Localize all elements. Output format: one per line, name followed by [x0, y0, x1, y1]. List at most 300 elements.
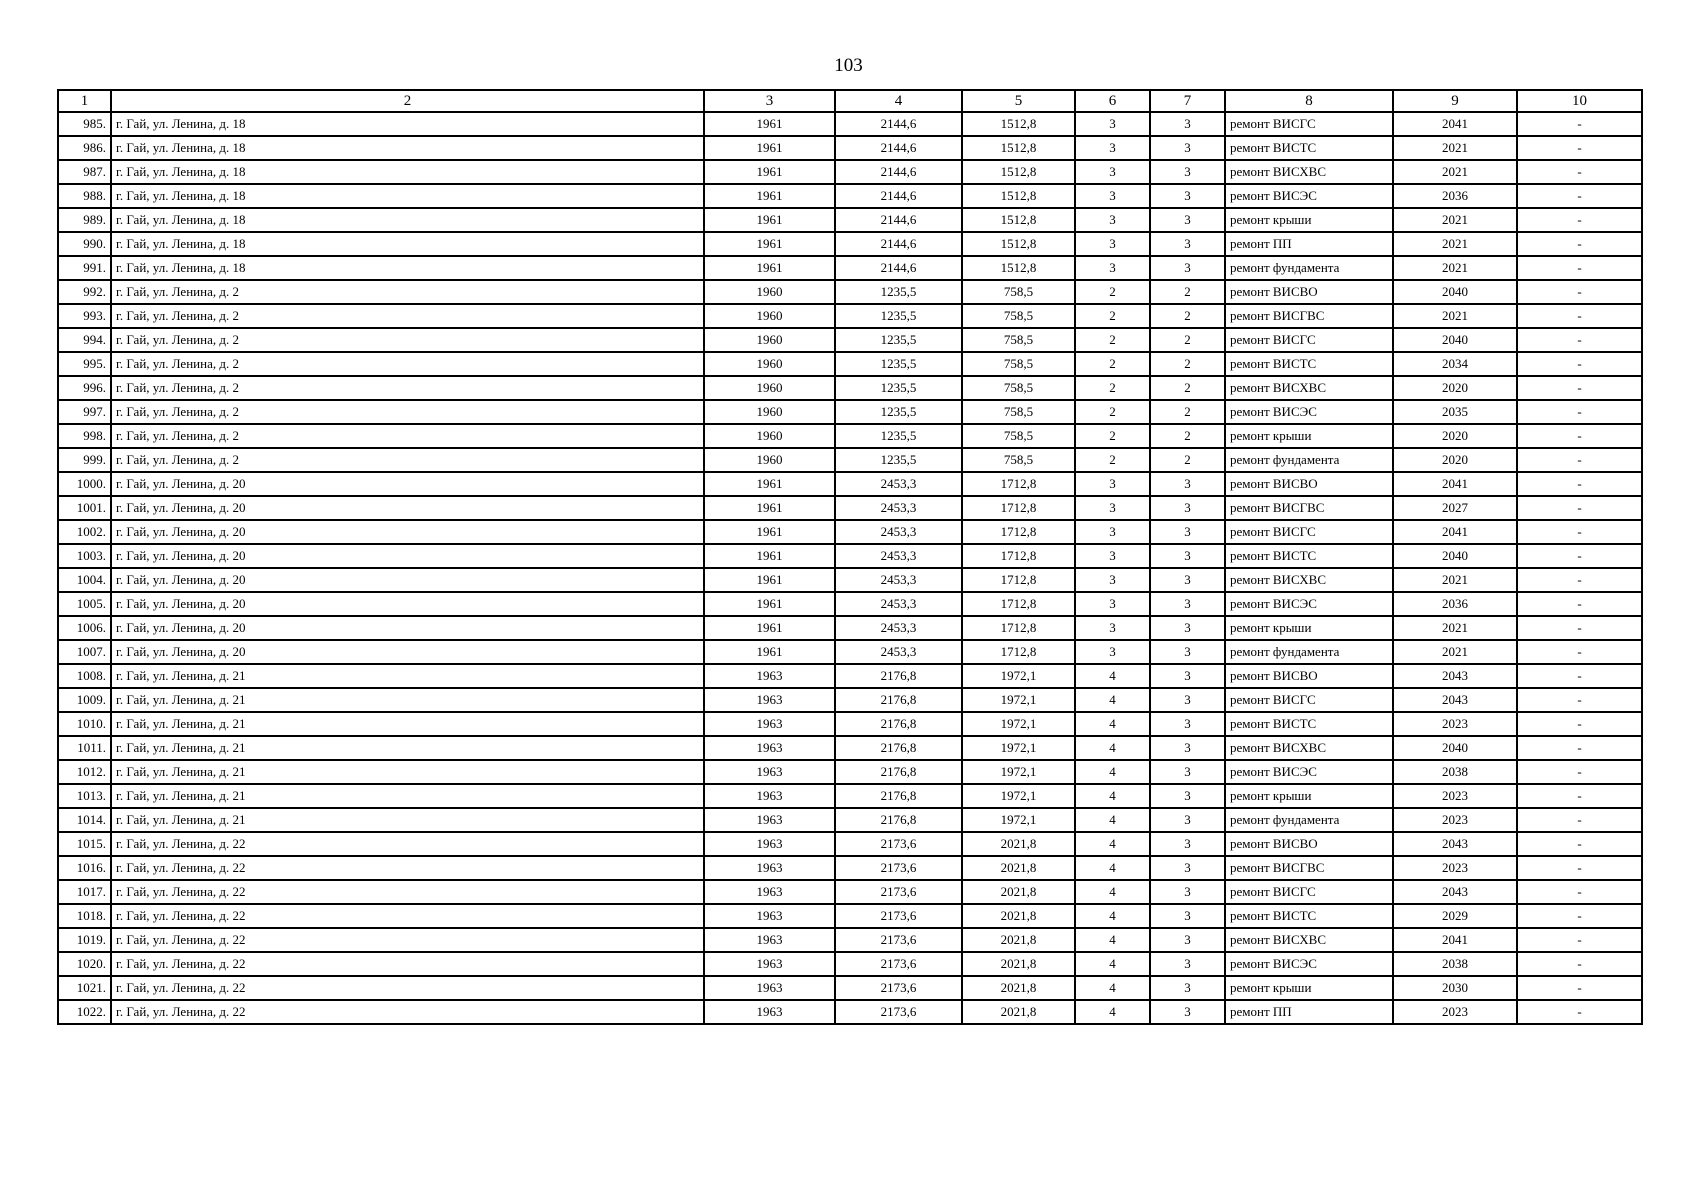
floors-cell: 3	[1075, 184, 1150, 208]
entrances-cell: 3	[1150, 784, 1225, 808]
planned-year-cell: 2021	[1393, 568, 1517, 592]
planned-year-cell: 2021	[1393, 304, 1517, 328]
living-area-cell: 1512,8	[962, 184, 1075, 208]
work-type-cell: ремонт ВИСЭС	[1225, 952, 1393, 976]
column-header: 6	[1075, 90, 1150, 112]
row-number-cell: 1014.	[58, 808, 111, 832]
planned-year-cell: 2021	[1393, 208, 1517, 232]
address-cell: г. Гай, ул. Ленина, д. 22	[111, 976, 704, 1000]
entrances-cell: 3	[1150, 832, 1225, 856]
note-cell: -	[1517, 832, 1642, 856]
floors-cell: 4	[1075, 736, 1150, 760]
note-cell: -	[1517, 424, 1642, 448]
work-type-cell: ремонт ВИСГС	[1225, 688, 1393, 712]
total-area-cell: 1235,5	[835, 400, 962, 424]
planned-year-cell: 2034	[1393, 352, 1517, 376]
planned-year-cell: 2023	[1393, 784, 1517, 808]
table-row	[58, 712, 1642, 736]
note-cell: -	[1517, 328, 1642, 352]
living-area-cell: 1712,8	[962, 544, 1075, 568]
floors-cell: 4	[1075, 880, 1150, 904]
year-built-cell: 1963	[704, 736, 835, 760]
floors-cell: 4	[1075, 664, 1150, 688]
year-built-cell: 1963	[704, 976, 835, 1000]
work-type-cell: ремонт ПП	[1225, 1000, 1393, 1024]
table-row	[58, 160, 1642, 184]
planned-year-cell: 2023	[1393, 808, 1517, 832]
row-number-cell: 1008.	[58, 664, 111, 688]
floors-cell: 3	[1075, 112, 1150, 136]
row-number-cell: 991.	[58, 256, 111, 280]
planned-year-cell: 2030	[1393, 976, 1517, 1000]
row-number-cell: 998.	[58, 424, 111, 448]
row-number-cell: 996.	[58, 376, 111, 400]
floors-cell: 4	[1075, 976, 1150, 1000]
living-area-cell: 758,5	[962, 400, 1075, 424]
address-cell: г. Гай, ул. Ленина, д. 18	[111, 256, 704, 280]
year-built-cell: 1963	[704, 1000, 835, 1024]
work-type-cell: ремонт ВИСЭС	[1225, 400, 1393, 424]
work-type-cell: ремонт фундамента	[1225, 448, 1393, 472]
work-type-cell: ремонт ВИСЭС	[1225, 760, 1393, 784]
table-row	[58, 448, 1642, 472]
year-built-cell: 1960	[704, 448, 835, 472]
planned-year-cell: 2038	[1393, 952, 1517, 976]
entrances-cell: 3	[1150, 256, 1225, 280]
work-type-cell: ремонт ВИСТС	[1225, 544, 1393, 568]
work-type-cell: ремонт фундамента	[1225, 256, 1393, 280]
note-cell: -	[1517, 520, 1642, 544]
total-area-cell: 2453,3	[835, 640, 962, 664]
living-area-cell: 1712,8	[962, 592, 1075, 616]
living-area-cell: 1972,1	[962, 664, 1075, 688]
year-built-cell: 1963	[704, 688, 835, 712]
row-number-cell: 988.	[58, 184, 111, 208]
entrances-cell: 2	[1150, 328, 1225, 352]
note-cell: -	[1517, 712, 1642, 736]
planned-year-cell: 2043	[1393, 664, 1517, 688]
table-row	[58, 688, 1642, 712]
living-area-cell: 1972,1	[962, 784, 1075, 808]
planned-year-cell: 2023	[1393, 1000, 1517, 1024]
note-cell: -	[1517, 304, 1642, 328]
planned-year-cell: 2041	[1393, 472, 1517, 496]
note-cell: -	[1517, 496, 1642, 520]
address-cell: г. Гай, ул. Ленина, д. 2	[111, 280, 704, 304]
entrances-cell: 3	[1150, 808, 1225, 832]
planned-year-cell: 2027	[1393, 496, 1517, 520]
entrances-cell: 3	[1150, 640, 1225, 664]
year-built-cell: 1961	[704, 184, 835, 208]
note-cell: -	[1517, 544, 1642, 568]
row-number-cell: 1002.	[58, 520, 111, 544]
planned-year-cell: 2021	[1393, 256, 1517, 280]
work-type-cell: ремонт ВИСГС	[1225, 880, 1393, 904]
year-built-cell: 1960	[704, 400, 835, 424]
total-area-cell: 2453,3	[835, 520, 962, 544]
floors-cell: 2	[1075, 424, 1150, 448]
note-cell: -	[1517, 376, 1642, 400]
note-cell: -	[1517, 280, 1642, 304]
note-cell: -	[1517, 976, 1642, 1000]
work-type-cell: ремонт ВИСХВС	[1225, 376, 1393, 400]
table-row	[58, 184, 1642, 208]
living-area-cell: 2021,8	[962, 832, 1075, 856]
table-row	[58, 856, 1642, 880]
note-cell: -	[1517, 688, 1642, 712]
row-number-cell: 1013.	[58, 784, 111, 808]
address-cell: г. Гай, ул. Ленина, д. 21	[111, 760, 704, 784]
row-number-cell: 1009.	[58, 688, 111, 712]
table-row	[58, 880, 1642, 904]
table-row	[58, 832, 1642, 856]
work-type-cell: ремонт ВИСВО	[1225, 472, 1393, 496]
entrances-cell: 3	[1150, 496, 1225, 520]
year-built-cell: 1963	[704, 880, 835, 904]
floors-cell: 4	[1075, 952, 1150, 976]
entrances-cell: 3	[1150, 736, 1225, 760]
year-built-cell: 1961	[704, 520, 835, 544]
row-number-cell: 992.	[58, 280, 111, 304]
column-header: 5	[962, 90, 1075, 112]
year-built-cell: 1960	[704, 376, 835, 400]
entrances-cell: 3	[1150, 184, 1225, 208]
entrances-cell: 3	[1150, 976, 1225, 1000]
entrances-cell: 3	[1150, 712, 1225, 736]
planned-year-cell: 2023	[1393, 856, 1517, 880]
total-area-cell: 1235,5	[835, 448, 962, 472]
year-built-cell: 1961	[704, 472, 835, 496]
column-number-header-row	[58, 90, 1642, 112]
address-cell: г. Гай, ул. Ленина, д. 20	[111, 496, 704, 520]
living-area-cell: 1972,1	[962, 760, 1075, 784]
note-cell: -	[1517, 928, 1642, 952]
planned-year-cell: 2040	[1393, 280, 1517, 304]
year-built-cell: 1963	[704, 808, 835, 832]
column-header: 8	[1225, 90, 1393, 112]
year-built-cell: 1960	[704, 328, 835, 352]
floors-cell: 3	[1075, 496, 1150, 520]
work-type-cell: ремонт ВИСГВС	[1225, 496, 1393, 520]
entrances-cell: 3	[1150, 592, 1225, 616]
note-cell: -	[1517, 904, 1642, 928]
table-row	[58, 472, 1642, 496]
living-area-cell: 1512,8	[962, 136, 1075, 160]
floors-cell: 3	[1075, 136, 1150, 160]
row-number-cell: 986.	[58, 136, 111, 160]
year-built-cell: 1963	[704, 952, 835, 976]
row-number-cell: 1017.	[58, 880, 111, 904]
row-number-cell: 1007.	[58, 640, 111, 664]
year-built-cell: 1961	[704, 592, 835, 616]
year-built-cell: 1960	[704, 424, 835, 448]
work-type-cell: ремонт ВИСГС	[1225, 520, 1393, 544]
total-area-cell: 2144,6	[835, 112, 962, 136]
planned-year-cell: 2023	[1393, 712, 1517, 736]
work-type-cell: ремонт крыши	[1225, 424, 1393, 448]
table-row	[58, 328, 1642, 352]
table-row	[58, 760, 1642, 784]
floors-cell: 2	[1075, 352, 1150, 376]
entrances-cell: 3	[1150, 952, 1225, 976]
planned-year-cell: 2043	[1393, 832, 1517, 856]
table-row	[58, 352, 1642, 376]
note-cell: -	[1517, 952, 1642, 976]
address-cell: г. Гай, ул. Ленина, д. 21	[111, 712, 704, 736]
note-cell: -	[1517, 112, 1642, 136]
planned-year-cell: 2021	[1393, 616, 1517, 640]
year-built-cell: 1960	[704, 280, 835, 304]
work-type-cell: ремонт крыши	[1225, 616, 1393, 640]
living-area-cell: 1972,1	[962, 712, 1075, 736]
planned-year-cell: 2020	[1393, 376, 1517, 400]
total-area-cell: 2173,6	[835, 856, 962, 880]
address-cell: г. Гай, ул. Ленина, д. 21	[111, 664, 704, 688]
entrances-cell: 2	[1150, 448, 1225, 472]
work-type-cell: ремонт ВИСТС	[1225, 136, 1393, 160]
living-area-cell: 1972,1	[962, 736, 1075, 760]
total-area-cell: 2173,6	[835, 880, 962, 904]
work-type-cell: ремонт ВИСВО	[1225, 280, 1393, 304]
table-row	[58, 736, 1642, 760]
note-cell: -	[1517, 400, 1642, 424]
work-type-cell: ремонт ВИСГВС	[1225, 304, 1393, 328]
living-area-cell: 1972,1	[962, 808, 1075, 832]
note-cell: -	[1517, 352, 1642, 376]
total-area-cell: 2453,3	[835, 616, 962, 640]
address-cell: г. Гай, ул. Ленина, д. 22	[111, 856, 704, 880]
note-cell: -	[1517, 136, 1642, 160]
planned-year-cell: 2021	[1393, 640, 1517, 664]
total-area-cell: 2453,3	[835, 568, 962, 592]
entrances-cell: 3	[1150, 136, 1225, 160]
planned-year-cell: 2040	[1393, 736, 1517, 760]
total-area-cell: 2176,8	[835, 664, 962, 688]
total-area-cell: 2453,3	[835, 496, 962, 520]
year-built-cell: 1963	[704, 928, 835, 952]
work-type-cell: ремонт фундамента	[1225, 808, 1393, 832]
planned-year-cell: 2043	[1393, 880, 1517, 904]
living-area-cell: 2021,8	[962, 904, 1075, 928]
floors-cell: 3	[1075, 160, 1150, 184]
living-area-cell: 2021,8	[962, 1000, 1075, 1024]
entrances-cell: 3	[1150, 520, 1225, 544]
row-number-cell: 990.	[58, 232, 111, 256]
total-area-cell: 2176,8	[835, 760, 962, 784]
row-number-cell: 1015.	[58, 832, 111, 856]
address-cell: г. Гай, ул. Ленина, д. 20	[111, 640, 704, 664]
total-area-cell: 1235,5	[835, 352, 962, 376]
year-built-cell: 1963	[704, 760, 835, 784]
entrances-cell: 3	[1150, 568, 1225, 592]
note-cell: -	[1517, 616, 1642, 640]
address-cell: г. Гай, ул. Ленина, д. 2	[111, 304, 704, 328]
year-built-cell: 1961	[704, 112, 835, 136]
note-cell: -	[1517, 640, 1642, 664]
planned-year-cell: 2040	[1393, 328, 1517, 352]
table-row	[58, 808, 1642, 832]
floors-cell: 4	[1075, 832, 1150, 856]
table-row	[58, 568, 1642, 592]
column-header: 10	[1517, 90, 1642, 112]
address-cell: г. Гай, ул. Ленина, д. 20	[111, 568, 704, 592]
floors-cell: 3	[1075, 520, 1150, 544]
year-built-cell: 1961	[704, 568, 835, 592]
year-built-cell: 1963	[704, 712, 835, 736]
table-row	[58, 496, 1642, 520]
living-area-cell: 1712,8	[962, 616, 1075, 640]
table-row	[58, 256, 1642, 280]
row-number-cell: 994.	[58, 328, 111, 352]
entrances-cell: 3	[1150, 856, 1225, 880]
total-area-cell: 2453,3	[835, 472, 962, 496]
planned-year-cell: 2040	[1393, 544, 1517, 568]
planned-year-cell: 2020	[1393, 448, 1517, 472]
note-cell: -	[1517, 568, 1642, 592]
total-area-cell: 2176,8	[835, 712, 962, 736]
table-row	[58, 424, 1642, 448]
floors-cell: 4	[1075, 712, 1150, 736]
year-built-cell: 1963	[704, 856, 835, 880]
living-area-cell: 758,5	[962, 304, 1075, 328]
planned-year-cell: 2029	[1393, 904, 1517, 928]
note-cell: -	[1517, 472, 1642, 496]
address-cell: г. Гай, ул. Ленина, д. 2	[111, 328, 704, 352]
table-row	[58, 136, 1642, 160]
total-area-cell: 1235,5	[835, 376, 962, 400]
floors-cell: 4	[1075, 688, 1150, 712]
living-area-cell: 1972,1	[962, 688, 1075, 712]
living-area-cell: 1512,8	[962, 232, 1075, 256]
living-area-cell: 2021,8	[962, 856, 1075, 880]
entrances-cell: 3	[1150, 112, 1225, 136]
column-header: 1	[58, 90, 111, 112]
year-built-cell: 1960	[704, 352, 835, 376]
planned-year-cell: 2021	[1393, 160, 1517, 184]
entrances-cell: 3	[1150, 208, 1225, 232]
entrances-cell: 3	[1150, 664, 1225, 688]
address-cell: г. Гай, ул. Ленина, д. 2	[111, 376, 704, 400]
note-cell: -	[1517, 448, 1642, 472]
work-type-cell: ремонт ВИСЭС	[1225, 184, 1393, 208]
row-number-cell: 1012.	[58, 760, 111, 784]
living-area-cell: 758,5	[962, 376, 1075, 400]
planned-year-cell: 2021	[1393, 232, 1517, 256]
total-area-cell: 2176,8	[835, 688, 962, 712]
living-area-cell: 1712,8	[962, 520, 1075, 544]
table-row	[58, 592, 1642, 616]
address-cell: г. Гай, ул. Ленина, д. 2	[111, 448, 704, 472]
planned-year-cell: 2020	[1393, 424, 1517, 448]
floors-cell: 3	[1075, 232, 1150, 256]
living-area-cell: 2021,8	[962, 928, 1075, 952]
address-cell: г. Гай, ул. Ленина, д. 18	[111, 112, 704, 136]
total-area-cell: 2144,6	[835, 136, 962, 160]
work-type-cell: ремонт ВИСТС	[1225, 712, 1393, 736]
work-type-cell: ремонт ВИСЭС	[1225, 592, 1393, 616]
year-built-cell: 1961	[704, 496, 835, 520]
floors-cell: 2	[1075, 280, 1150, 304]
floors-cell: 4	[1075, 1000, 1150, 1024]
entrances-cell: 2	[1150, 280, 1225, 304]
work-type-cell: ремонт крыши	[1225, 784, 1393, 808]
work-type-cell: ремонт ВИСХВС	[1225, 928, 1393, 952]
year-built-cell: 1961	[704, 616, 835, 640]
entrances-cell: 3	[1150, 928, 1225, 952]
column-header: 9	[1393, 90, 1517, 112]
living-area-cell: 2021,8	[962, 976, 1075, 1000]
floors-cell: 4	[1075, 760, 1150, 784]
total-area-cell: 2176,8	[835, 736, 962, 760]
year-built-cell: 1961	[704, 544, 835, 568]
year-built-cell: 1963	[704, 832, 835, 856]
year-built-cell: 1961	[704, 640, 835, 664]
work-type-cell: ремонт фундамента	[1225, 640, 1393, 664]
year-built-cell: 1963	[704, 904, 835, 928]
address-cell: г. Гай, ул. Ленина, д. 2	[111, 400, 704, 424]
living-area-cell: 758,5	[962, 352, 1075, 376]
floors-cell: 2	[1075, 304, 1150, 328]
note-cell: -	[1517, 232, 1642, 256]
row-number-cell: 1006.	[58, 616, 111, 640]
work-type-cell: ремонт ВИСХВС	[1225, 160, 1393, 184]
total-area-cell: 1235,5	[835, 304, 962, 328]
row-number-cell: 995.	[58, 352, 111, 376]
table-row	[58, 784, 1642, 808]
address-cell: г. Гай, ул. Ленина, д. 20	[111, 520, 704, 544]
address-cell: г. Гай, ул. Ленина, д. 18	[111, 160, 704, 184]
total-area-cell: 2144,6	[835, 184, 962, 208]
row-number-cell: 987.	[58, 160, 111, 184]
floors-cell: 3	[1075, 592, 1150, 616]
planned-year-cell: 2041	[1393, 112, 1517, 136]
work-type-cell: ремонт ВИСВО	[1225, 832, 1393, 856]
floors-cell: 2	[1075, 448, 1150, 472]
living-area-cell: 1712,8	[962, 568, 1075, 592]
work-type-cell: ремонт ВИСТС	[1225, 904, 1393, 928]
column-header: 3	[704, 90, 835, 112]
row-number-cell: 1021.	[58, 976, 111, 1000]
entrances-cell: 2	[1150, 400, 1225, 424]
floors-cell: 4	[1075, 808, 1150, 832]
note-cell: -	[1517, 664, 1642, 688]
table-row	[58, 544, 1642, 568]
total-area-cell: 1235,5	[835, 280, 962, 304]
living-area-cell: 758,5	[962, 328, 1075, 352]
year-built-cell: 1963	[704, 664, 835, 688]
living-area-cell: 1712,8	[962, 496, 1075, 520]
address-cell: г. Гай, ул. Ленина, д. 20	[111, 544, 704, 568]
living-area-cell: 758,5	[962, 424, 1075, 448]
column-header: 7	[1150, 90, 1225, 112]
living-area-cell: 1512,8	[962, 112, 1075, 136]
living-area-cell: 758,5	[962, 280, 1075, 304]
table-row	[58, 304, 1642, 328]
row-number-cell: 1010.	[58, 712, 111, 736]
total-area-cell: 2176,8	[835, 808, 962, 832]
planned-year-cell: 2038	[1393, 760, 1517, 784]
note-cell: -	[1517, 760, 1642, 784]
living-area-cell: 1512,8	[962, 208, 1075, 232]
living-area-cell: 1712,8	[962, 472, 1075, 496]
entrances-cell: 3	[1150, 1000, 1225, 1024]
row-number-cell: 997.	[58, 400, 111, 424]
year-built-cell: 1961	[704, 136, 835, 160]
year-built-cell: 1961	[704, 232, 835, 256]
entrances-cell: 2	[1150, 352, 1225, 376]
total-area-cell: 1235,5	[835, 328, 962, 352]
work-type-cell: ремонт ВИСХВС	[1225, 568, 1393, 592]
